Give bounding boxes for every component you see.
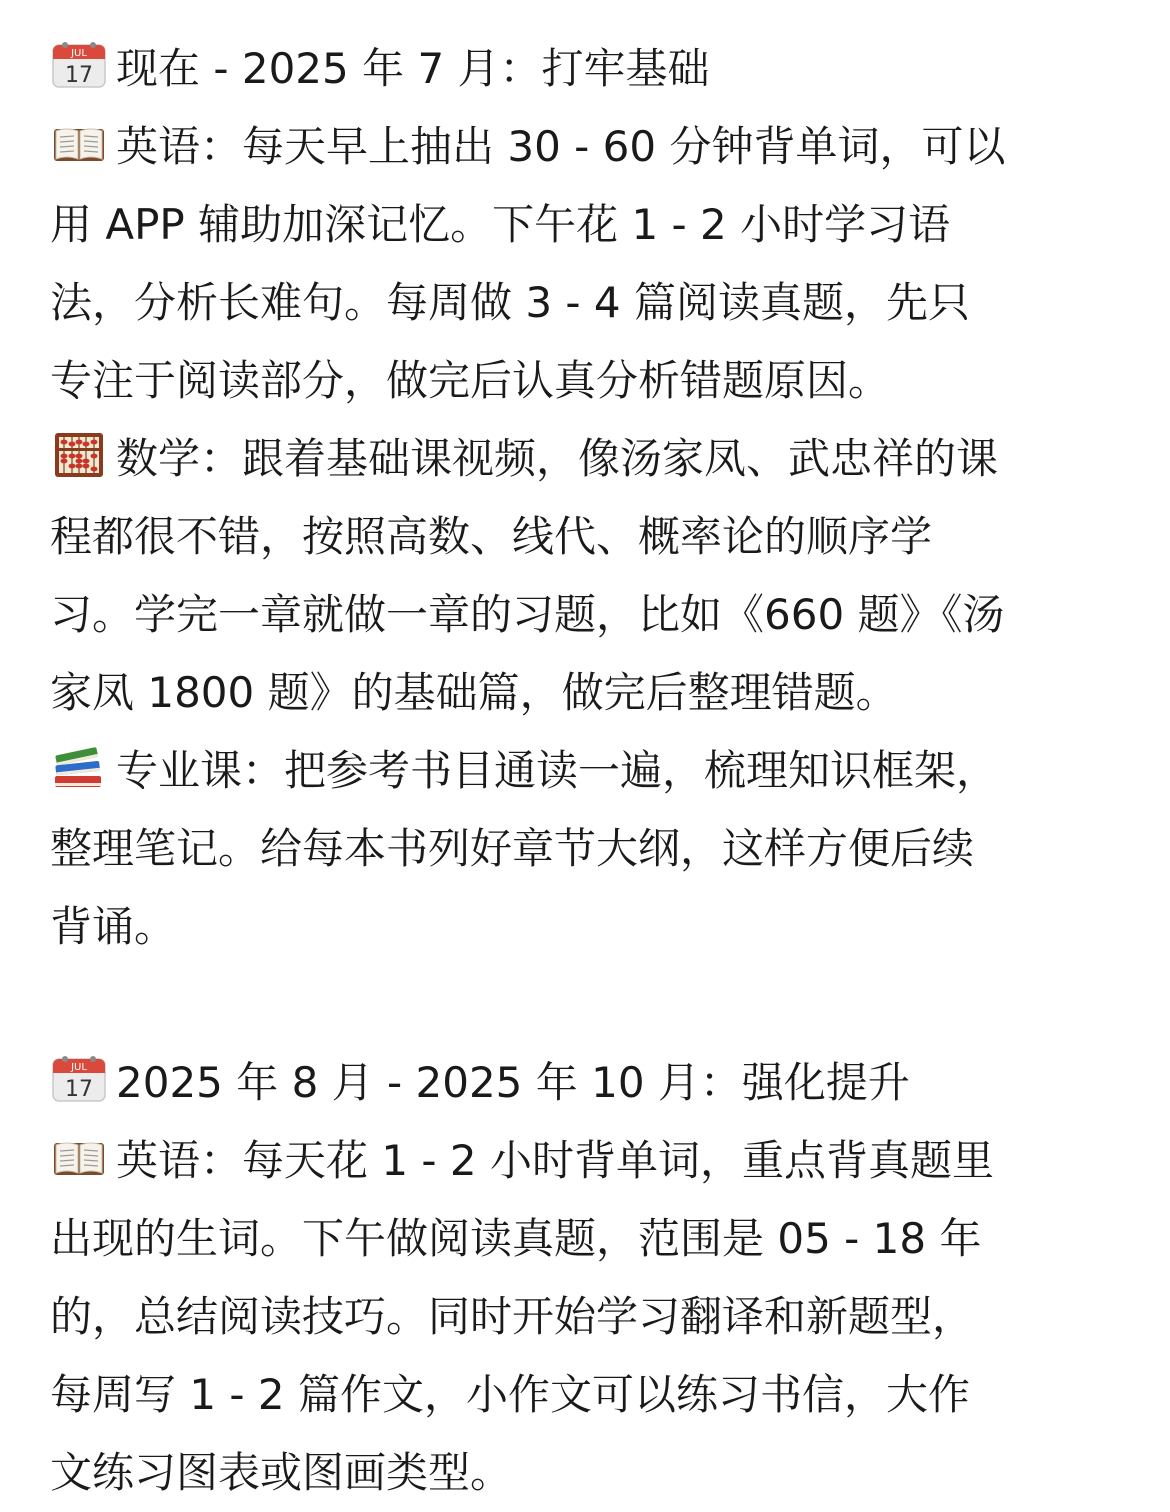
document-body (50, 30, 1130, 1512)
text-line: 专注于阅读部分，做完后认真分析错题原因。 (50, 356, 891, 405)
book-icon (50, 1133, 108, 1181)
item-english (50, 1122, 1130, 1512)
calendar-icon (50, 1055, 108, 1103)
section-phase-2 (50, 1044, 1130, 1512)
text-line: 的，总结阅读技巧。同时开始学习翻译和新题型， (50, 1292, 975, 1341)
text-line: 用 APP 辅助加深记忆。下午花 1 - 2 小时学习语 (50, 200, 951, 249)
text-line: 背诵。 (50, 902, 177, 951)
section-heading (50, 1044, 1130, 1122)
text-line: 法，分析长难句。每周做 3 - 4 篇阅读真题，先只 (50, 278, 971, 327)
section-heading (50, 30, 1130, 108)
text-line: 每周写 1 - 2 篇作文，小作文可以练习书信，大作 (50, 1370, 971, 1419)
calendar-day: 17 (65, 63, 93, 88)
text-line: 文练习图表或图画类型。 (50, 1448, 513, 1497)
section-heading-text: 2025 年 8 月 - 2025 年 10 月：强化提升 (116, 1058, 910, 1107)
text-line: 数学：跟着基础课视频，像汤家凤、武忠祥的课 (50, 420, 1130, 498)
item-major-course (50, 732, 1130, 966)
abacus-icon (50, 431, 108, 479)
text-line: 家凤 1800 题》的基础篇，做完后整理错题。 (50, 668, 898, 717)
text-line: 程都很不错，按照高数、线代、概率论的顺序学 (50, 512, 933, 561)
text-line: 英语：每天早上抽出 30 - 60 分钟背单词，可以 (50, 108, 1130, 186)
item-english (50, 108, 1130, 420)
books-stack-icon (50, 743, 108, 791)
calendar-day: 17 (65, 1077, 93, 1102)
calendar-month: JUL (71, 48, 87, 59)
text-line: 习。学完一章就做一章的习题，比如《660 题》《汤 (50, 590, 1005, 639)
book-icon (50, 119, 108, 167)
section-heading-text: 现在 - 2025 年 7 月：打牢基础 (116, 44, 710, 93)
item-math (50, 420, 1130, 732)
calendar-icon (50, 41, 108, 89)
section-phase-1 (50, 30, 1130, 966)
text-line: 出现的生词。下午做阅读真题，范围是 05 - 18 年 (50, 1214, 982, 1263)
text-line: 专业课：把参考书目通读一遍，梳理知识框架， (50, 732, 1130, 810)
text-line: 英语：每天花 1 - 2 小时背单词，重点背真题里 (50, 1122, 1130, 1200)
calendar-month: JUL (71, 1062, 87, 1073)
text-line: 整理笔记。给每本书列好章节大纲，这样方便后续 (50, 824, 975, 873)
